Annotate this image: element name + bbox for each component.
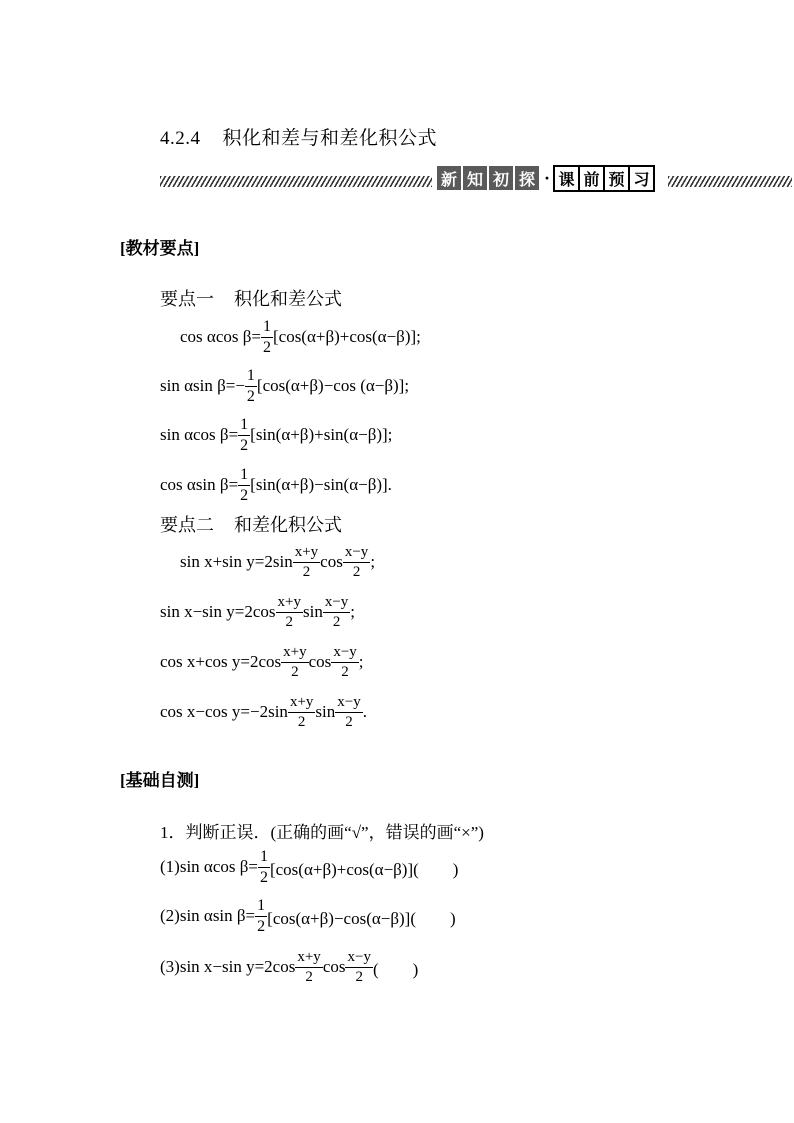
formula-lhs: sin x+sin y=2sin — [180, 552, 293, 571]
question-item-3 — [160, 942, 418, 992]
fraction-numerator: 1 — [257, 896, 266, 914]
formula-sum-to-product-4 — [160, 687, 367, 737]
fraction-numerator: 1 — [240, 465, 249, 483]
section-heading-selftest: [基础自测] — [120, 771, 200, 790]
fraction-numerator: x−y — [324, 593, 349, 610]
formula-end: ; — [358, 652, 364, 671]
fraction-denominator: 2 — [323, 612, 350, 630]
fraction-denominator: 2 — [293, 562, 320, 580]
formula-sign: =− — [225, 376, 245, 395]
fraction — [277, 595, 302, 630]
question-1-stem: 1．判断正误．(正确的画“√”，错误的画“×”) — [160, 823, 484, 842]
fraction — [289, 695, 314, 730]
fraction — [239, 417, 249, 454]
key-point-label: 要点二 — [160, 515, 214, 535]
decorative-hatch-right — [668, 176, 792, 187]
formula-product-to-sum-3 — [160, 410, 392, 460]
formula-lhs: cos αsin β — [160, 475, 229, 494]
fraction-denominator: 2 — [276, 612, 303, 630]
formula-sum-to-product-3 — [160, 637, 364, 687]
formula-rhs: [cos(α+β)+cos(α−β)]; — [272, 327, 421, 346]
fraction-numerator: x−y — [333, 643, 357, 660]
key-point-name: 和差化积公式 — [234, 515, 342, 535]
formula-sign: = — [251, 327, 261, 346]
banner-char: 初 — [489, 166, 513, 190]
formula-rhs: [sin(α+β)−sin(α−β)]. — [250, 475, 392, 494]
fraction — [346, 950, 371, 985]
key-point-name: 积化和差公式 — [234, 289, 342, 309]
formula-end: ; — [350, 602, 356, 621]
fraction-numerator: 1 — [246, 366, 255, 384]
fraction-numerator: x−y — [347, 948, 371, 965]
formula-product-to-sum-4 — [160, 460, 392, 510]
formula-rhs: [cos(α+β)−cos (α−β)]; — [256, 376, 410, 395]
formula-lhs: sin x−sin y=2cos — [160, 602, 276, 621]
fraction — [344, 545, 369, 580]
fraction-denominator: 2 — [331, 662, 358, 680]
formula-sum-to-product-1 — [180, 537, 375, 587]
formula-end: ( ) — [372, 959, 419, 979]
question-item-2 — [160, 891, 456, 941]
fraction-numerator: x+y — [283, 643, 307, 660]
fraction — [259, 849, 269, 886]
fraction-denominator: 2 — [262, 338, 271, 356]
fraction-numerator: 1 — [240, 415, 249, 433]
lesson-title-text: 积化和差与和差化积公式 — [222, 128, 438, 149]
fraction-denominator: 2 — [259, 868, 268, 886]
fraction-denominator: 2 — [343, 562, 370, 580]
decorative-hatch-left — [160, 176, 432, 187]
fraction-denominator: 2 — [257, 917, 266, 935]
question-item-1 — [160, 842, 458, 892]
key-point-label: 要点一 — [160, 289, 214, 309]
fraction-numerator: x+y — [297, 948, 321, 965]
fraction — [332, 645, 357, 680]
fraction — [282, 645, 307, 680]
fraction-denominator: 2 — [288, 712, 315, 730]
banner-char: 新 — [437, 166, 461, 190]
banner-light-group — [553, 165, 655, 192]
section-heading-materials: [教材要点] — [120, 239, 200, 258]
banner-char: 探 — [515, 166, 539, 190]
key-point-1 — [160, 285, 342, 311]
banner-char: 知 — [463, 166, 487, 190]
fraction — [239, 467, 249, 504]
formula-product-to-sum-1 — [180, 312, 421, 362]
fraction-denominator: 2 — [295, 967, 322, 985]
banner-char: 课 — [554, 166, 579, 191]
formula-lhs: sin αsin β — [160, 376, 226, 395]
lesson-title — [160, 123, 437, 150]
formula-sign: = — [228, 425, 239, 444]
fraction-denominator: 2 — [345, 967, 372, 985]
lesson-number: 4.2.4 — [160, 128, 201, 149]
formula-mid: sin — [315, 702, 336, 721]
formula-lhs: (2)sin αsin β= — [160, 906, 256, 925]
fraction — [294, 545, 319, 580]
banner-separator: · — [544, 167, 551, 188]
fraction — [246, 368, 256, 405]
section-banner — [437, 165, 655, 191]
formula-lhs: (1)sin αcos β= — [160, 857, 258, 876]
fraction — [262, 319, 272, 356]
fraction-numerator: x+y — [277, 593, 301, 610]
formula-lhs: sin αcos β — [160, 425, 229, 444]
formula-lhs: cos x−cos y=−2sin — [160, 702, 288, 721]
banner-char: 前 — [579, 166, 604, 191]
fraction — [336, 695, 361, 730]
banner-char: 预 — [604, 166, 629, 191]
fraction-numerator: 1 — [262, 317, 271, 335]
fraction-denominator: 2 — [240, 436, 249, 454]
fraction-numerator: x−y — [344, 543, 369, 560]
fraction-numerator: 1 — [259, 847, 268, 865]
fraction-denominator: 2 — [335, 712, 362, 730]
fraction-numerator: x+y — [289, 693, 314, 710]
formula-lhs: cos x+cos y=2cos — [160, 652, 282, 671]
formula-mid: cos — [308, 652, 332, 671]
formula-rhs: [sin(α+β)+sin(α−β)]; — [250, 425, 393, 444]
fraction — [296, 950, 321, 985]
key-point-2 — [160, 511, 342, 537]
fraction-denominator: 2 — [281, 662, 308, 680]
formula-mid: sin — [302, 602, 323, 621]
fraction — [324, 595, 349, 630]
formula-product-to-sum-2 — [160, 361, 409, 411]
formula-mid: cos — [320, 552, 343, 571]
fraction-numerator: x−y — [337, 693, 361, 710]
formula-sum-to-product-2 — [160, 587, 355, 637]
fraction-numerator: x+y — [294, 543, 319, 560]
fraction — [256, 898, 266, 935]
formula-lhs: (3)sin x−sin y=2cos — [160, 957, 296, 976]
formula-sign: = — [228, 475, 239, 494]
formula-lhs: cos αcos β — [180, 327, 252, 346]
formula-rhs: [cos(α+β)−cos(α−β)]( ) — [267, 908, 456, 928]
formula-rhs: [cos(α+β)+cos(α−β)]( ) — [269, 859, 459, 879]
banner-char: 习 — [629, 166, 654, 191]
formula-mid: cos — [322, 957, 346, 976]
formula-end: ; — [370, 552, 376, 571]
fraction-denominator: 2 — [240, 486, 249, 504]
fraction-denominator: 2 — [246, 387, 255, 405]
formula-end: . — [362, 702, 367, 721]
